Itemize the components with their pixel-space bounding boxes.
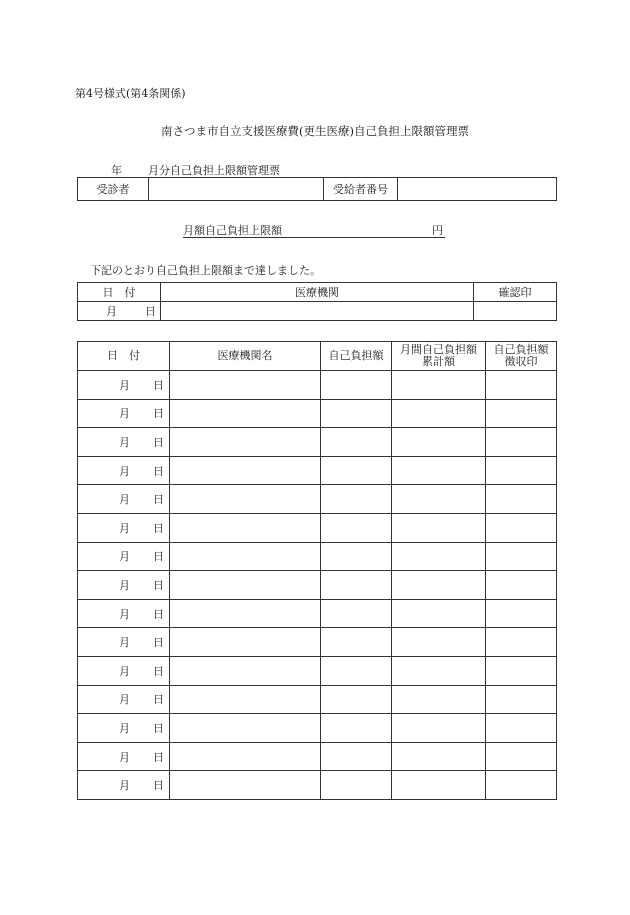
patient-label: 受診者	[78, 178, 149, 201]
date-cell[interactable]	[78, 714, 170, 743]
day-label: 日	[153, 435, 164, 449]
copay-cell[interactable]	[321, 399, 392, 428]
patient-field[interactable]	[149, 178, 324, 201]
stamp-cell[interactable]	[486, 542, 557, 571]
date-cell[interactable]	[78, 428, 170, 457]
month-label: 月	[119, 464, 130, 478]
stamp-cell[interactable]	[486, 599, 557, 628]
patient-info-table	[77, 177, 557, 201]
table-row	[78, 485, 557, 514]
reach-date-header: 日 付	[78, 283, 161, 302]
document-title: 南さつま市自立支援医療費(更生医療)自己負担上限額管理票	[161, 124, 469, 138]
detail-header-row	[78, 342, 557, 371]
table-row	[78, 599, 557, 628]
institution-name-cell[interactable]	[170, 742, 321, 771]
reach-confirm-cell[interactable]	[474, 302, 557, 321]
date-cell[interactable]	[78, 599, 170, 628]
cumulative-cell[interactable]	[392, 599, 486, 628]
day-label: 日	[145, 305, 156, 318]
stamp-cell[interactable]	[486, 399, 557, 428]
institution-name-cell[interactable]	[170, 599, 321, 628]
date-cell[interactable]	[78, 542, 170, 571]
cumulative-cell[interactable]	[392, 714, 486, 743]
day-label: 日	[153, 550, 164, 564]
table-row	[78, 714, 557, 743]
date-cell[interactable]	[78, 456, 170, 485]
institution-name-cell[interactable]	[170, 771, 321, 800]
institution-name-cell[interactable]	[170, 571, 321, 600]
table-row	[78, 371, 557, 400]
stamp-header-line1: 自己負担額	[493, 343, 549, 356]
monthly-limit-label: 月額自己負担上限額	[183, 224, 282, 237]
date-cell[interactable]	[78, 371, 170, 400]
institution-name-cell[interactable]	[170, 628, 321, 657]
cumulative-cell[interactable]	[392, 685, 486, 714]
table-row	[78, 456, 557, 485]
month-label: 月	[119, 693, 130, 707]
stamp-cell[interactable]	[486, 428, 557, 457]
copay-cell[interactable]	[321, 485, 392, 514]
cumulative-cell[interactable]	[392, 742, 486, 771]
cumulative-cell[interactable]	[392, 513, 486, 542]
institution-name-cell[interactable]	[170, 714, 321, 743]
table-row	[78, 656, 557, 685]
stamp-header	[486, 342, 557, 371]
limit-reached-statement: 下記のとおり自己負担上限額まで達しました。	[90, 264, 321, 277]
limit-reached-table	[77, 282, 557, 321]
subtitle-text: 月分自己負担上限額管理票	[148, 164, 280, 177]
day-label: 日	[153, 578, 164, 592]
month-label: 月	[119, 721, 130, 735]
table-row	[78, 399, 557, 428]
day-label: 日	[153, 464, 164, 478]
day-label: 日	[153, 607, 164, 621]
institution-name-cell[interactable]	[170, 685, 321, 714]
date-cell[interactable]	[78, 571, 170, 600]
cumulative-cell[interactable]	[392, 771, 486, 800]
copay-detail-table	[77, 341, 557, 800]
institution-name-cell[interactable]	[170, 513, 321, 542]
day-label: 日	[153, 721, 164, 735]
recipient-number-label: 受給者番号	[324, 178, 398, 201]
month-label: 月	[119, 435, 130, 449]
stamp-header-line2: 徴収印	[504, 355, 538, 368]
month-label: 月	[119, 664, 130, 678]
cumulative-cell[interactable]	[392, 628, 486, 657]
cumulative-cell[interactable]	[392, 656, 486, 685]
copay-header: 自己負担額	[321, 342, 392, 371]
date-cell[interactable]	[78, 771, 170, 800]
copay-cell[interactable]	[321, 685, 392, 714]
day-label: 日	[153, 378, 164, 392]
stamp-cell[interactable]	[486, 513, 557, 542]
table-row	[78, 513, 557, 542]
institution-name-cell[interactable]	[170, 456, 321, 485]
month-label: 月	[119, 521, 130, 535]
form-number: 第4号様式(第4条関係)	[75, 87, 186, 100]
copay-cell[interactable]	[321, 656, 392, 685]
cumulative-cell[interactable]	[392, 571, 486, 600]
recipient-number-field[interactable]	[398, 178, 557, 201]
cumulative-cell[interactable]	[392, 399, 486, 428]
table-row	[78, 628, 557, 657]
institution-name-cell[interactable]	[170, 656, 321, 685]
cumulative-header-line1: 月間自己負担額	[400, 343, 477, 356]
date-cell[interactable]	[78, 656, 170, 685]
stamp-cell[interactable]	[486, 656, 557, 685]
reach-date-cell[interactable]	[78, 302, 161, 321]
copay-cell[interactable]	[321, 628, 392, 657]
month-label: 月	[106, 305, 117, 318]
date-header: 日 付	[78, 342, 170, 371]
cumulative-header-line2: 累計額	[422, 355, 455, 368]
month-label: 月	[119, 493, 130, 507]
month-label: 月	[119, 550, 130, 564]
stamp-cell[interactable]	[486, 456, 557, 485]
copay-cell[interactable]	[321, 571, 392, 600]
copay-cell[interactable]	[321, 714, 392, 743]
cumulative-cell[interactable]	[392, 485, 486, 514]
institution-name-cell[interactable]	[170, 371, 321, 400]
table-row	[78, 742, 557, 771]
month-label: 月	[119, 407, 130, 421]
institution-name-header: 医療機関名	[170, 342, 321, 371]
day-label: 日	[153, 779, 164, 793]
cumulative-header	[392, 342, 486, 371]
month-label: 月	[119, 779, 130, 793]
cumulative-cell[interactable]	[392, 456, 486, 485]
yen-unit: 円	[432, 224, 443, 237]
subtitle-year: 年	[111, 164, 122, 177]
day-label: 日	[153, 636, 164, 650]
stamp-cell[interactable]	[486, 485, 557, 514]
copay-cell[interactable]	[321, 513, 392, 542]
institution-name-cell[interactable]	[170, 399, 321, 428]
day-label: 日	[153, 750, 164, 764]
month-label: 月	[119, 636, 130, 650]
month-label: 月	[119, 607, 130, 621]
month-label: 月	[119, 750, 130, 764]
month-label: 月	[119, 578, 130, 592]
day-label: 日	[153, 521, 164, 535]
cumulative-cell[interactable]	[392, 428, 486, 457]
date-cell[interactable]	[78, 513, 170, 542]
copay-cell[interactable]	[321, 542, 392, 571]
stamp-cell[interactable]	[486, 571, 557, 600]
reach-confirm-header: 確認印	[474, 283, 557, 302]
date-cell[interactable]	[78, 742, 170, 771]
table-row	[78, 571, 557, 600]
stamp-cell[interactable]	[486, 742, 557, 771]
monthly-limit-line[interactable]	[183, 222, 445, 238]
cumulative-cell[interactable]	[392, 371, 486, 400]
copay-cell[interactable]	[321, 371, 392, 400]
cumulative-cell[interactable]	[392, 542, 486, 571]
institution-name-cell[interactable]	[170, 542, 321, 571]
date-cell[interactable]	[78, 399, 170, 428]
table-row	[78, 428, 557, 457]
day-label: 日	[153, 693, 164, 707]
stamp-cell[interactable]	[486, 714, 557, 743]
day-label: 日	[153, 493, 164, 507]
copay-cell[interactable]	[321, 456, 392, 485]
copay-cell[interactable]	[321, 428, 392, 457]
table-row	[78, 771, 557, 800]
stamp-cell[interactable]	[486, 771, 557, 800]
reach-institution-cell[interactable]	[161, 302, 474, 321]
stamp-cell[interactable]	[486, 371, 557, 400]
reach-institution-header: 医療機関	[161, 283, 474, 302]
copay-cell[interactable]	[321, 742, 392, 771]
date-cell[interactable]	[78, 485, 170, 514]
day-label: 日	[153, 407, 164, 421]
month-label: 月	[119, 378, 130, 392]
institution-name-cell[interactable]	[170, 428, 321, 457]
stamp-cell[interactable]	[486, 685, 557, 714]
date-cell[interactable]	[78, 628, 170, 657]
institution-name-cell[interactable]	[170, 485, 321, 514]
copay-cell[interactable]	[321, 771, 392, 800]
date-cell[interactable]	[78, 685, 170, 714]
table-row	[78, 685, 557, 714]
day-label: 日	[153, 664, 164, 678]
stamp-cell[interactable]	[486, 628, 557, 657]
table-row	[78, 542, 557, 571]
copay-cell[interactable]	[321, 599, 392, 628]
